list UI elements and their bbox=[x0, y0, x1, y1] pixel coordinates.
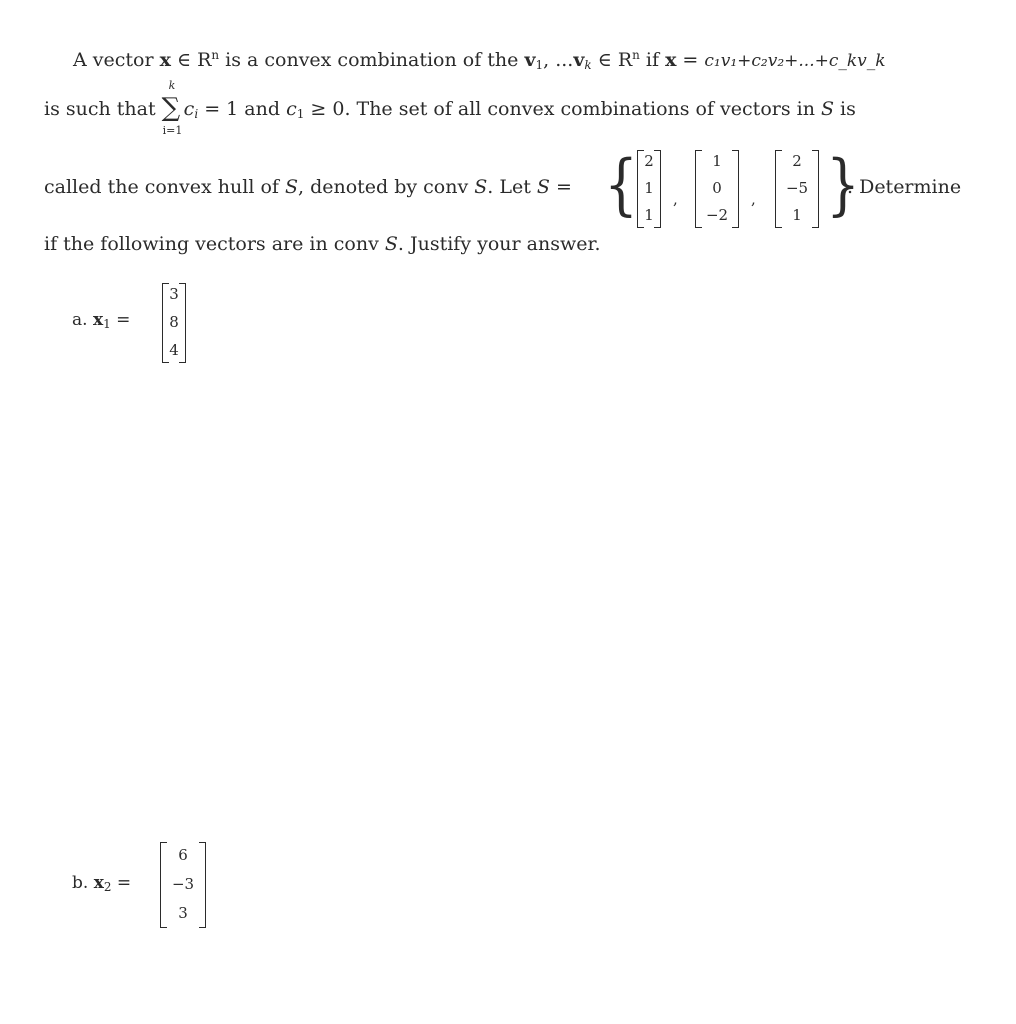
math-S: S bbox=[284, 176, 298, 198]
part-b-label bbox=[72, 873, 131, 893]
matrix-entry: −5 bbox=[785, 179, 809, 197]
math-sub: k bbox=[584, 58, 592, 72]
text-segment: . Determine bbox=[847, 176, 962, 198]
math-n: n bbox=[632, 48, 640, 62]
text-segment: A vector bbox=[73, 49, 160, 71]
part-letter: b. bbox=[72, 873, 94, 893]
matrix-entry: 1 bbox=[792, 206, 802, 224]
matrix-entry: 6 bbox=[178, 846, 188, 864]
math-S: S bbox=[474, 176, 488, 198]
sum-upper: k bbox=[168, 79, 176, 92]
matrix-entry: 4 bbox=[169, 341, 179, 359]
matrix-entry: 2 bbox=[644, 152, 654, 170]
text-segment: , denoted by conv bbox=[297, 176, 475, 198]
matrix-entry: 3 bbox=[169, 285, 179, 303]
text-segment: ≥ 0. The set of all convex combinations of vectors in bbox=[304, 98, 821, 120]
matrix-entry: 8 bbox=[169, 313, 179, 331]
math-R: R bbox=[197, 49, 212, 71]
part-letter: a. bbox=[72, 310, 93, 330]
math-R: R bbox=[617, 49, 633, 71]
math-x: x bbox=[92, 310, 104, 330]
sum-lower: i=1 bbox=[162, 124, 183, 137]
comma: , bbox=[751, 190, 756, 208]
summation bbox=[161, 79, 184, 137]
math-sub: 1 bbox=[296, 107, 305, 121]
math-in: ∈ bbox=[170, 49, 198, 71]
math-sub: i bbox=[194, 107, 199, 121]
text-segment: = bbox=[549, 176, 572, 198]
set-vector-3 bbox=[775, 150, 819, 228]
math-dots: , ... bbox=[543, 49, 574, 71]
text-segment: is bbox=[834, 98, 856, 120]
matrix-entry: 3 bbox=[178, 904, 188, 922]
paragraph-line-2 bbox=[44, 79, 856, 137]
paragraph-line-4 bbox=[44, 233, 600, 255]
math-in: ∈ bbox=[591, 49, 618, 71]
math-sub: 1 bbox=[103, 317, 111, 331]
math-n: n bbox=[211, 48, 220, 62]
math-x: x bbox=[665, 49, 677, 71]
determine-text bbox=[847, 176, 961, 198]
math-eq: = bbox=[676, 49, 705, 71]
text-segment: . Let bbox=[487, 176, 537, 198]
math-combination: c₁v₁+c₂v₂+...+c_kv_k bbox=[704, 51, 886, 71]
vector-x1 bbox=[162, 283, 186, 363]
matrix-entry: 2 bbox=[792, 152, 802, 170]
matrix-entry: 0 bbox=[712, 179, 722, 197]
text-segment: is such that bbox=[44, 98, 162, 120]
set-vector-1 bbox=[637, 150, 661, 228]
paragraph-line-3 bbox=[44, 176, 572, 198]
right-brace: } bbox=[826, 146, 860, 223]
comma: , bbox=[673, 190, 678, 208]
matrix-entry: 1 bbox=[644, 179, 654, 197]
math-S: S bbox=[820, 98, 835, 120]
matrix-entry: 1 bbox=[712, 152, 722, 170]
math-x: x bbox=[93, 873, 104, 893]
math-sub: 2 bbox=[103, 880, 112, 894]
text-segment: = 1 and bbox=[198, 98, 287, 120]
math-sub: 1 bbox=[535, 58, 544, 72]
text-segment: if the following vectors are in conv bbox=[44, 233, 385, 255]
vector-x2 bbox=[160, 842, 206, 928]
math-eq: = bbox=[110, 310, 131, 330]
part-a-label bbox=[72, 310, 130, 330]
math-c: c bbox=[286, 98, 297, 120]
set-vector-2 bbox=[695, 150, 739, 228]
text-segment: if bbox=[639, 49, 666, 71]
text-segment: . Justify your answer. bbox=[397, 233, 601, 255]
math-v: v bbox=[524, 49, 536, 71]
math-c: c bbox=[183, 98, 195, 120]
text-segment: is a convex combination of the bbox=[219, 49, 525, 71]
sigma-symbol: ∑ bbox=[161, 93, 181, 123]
math-x: x bbox=[159, 49, 171, 71]
matrix-entry: 1 bbox=[644, 206, 654, 224]
math-S: S bbox=[536, 176, 550, 198]
math-v: v bbox=[573, 49, 585, 71]
matrix-entry: −2 bbox=[705, 206, 729, 224]
matrix-entry: −3 bbox=[171, 875, 195, 893]
math-S: S bbox=[384, 233, 398, 255]
left-brace: { bbox=[604, 146, 638, 223]
paragraph-line-1 bbox=[73, 49, 886, 71]
text-segment: called the convex hull of bbox=[44, 176, 285, 198]
math-eq: = bbox=[111, 873, 132, 893]
